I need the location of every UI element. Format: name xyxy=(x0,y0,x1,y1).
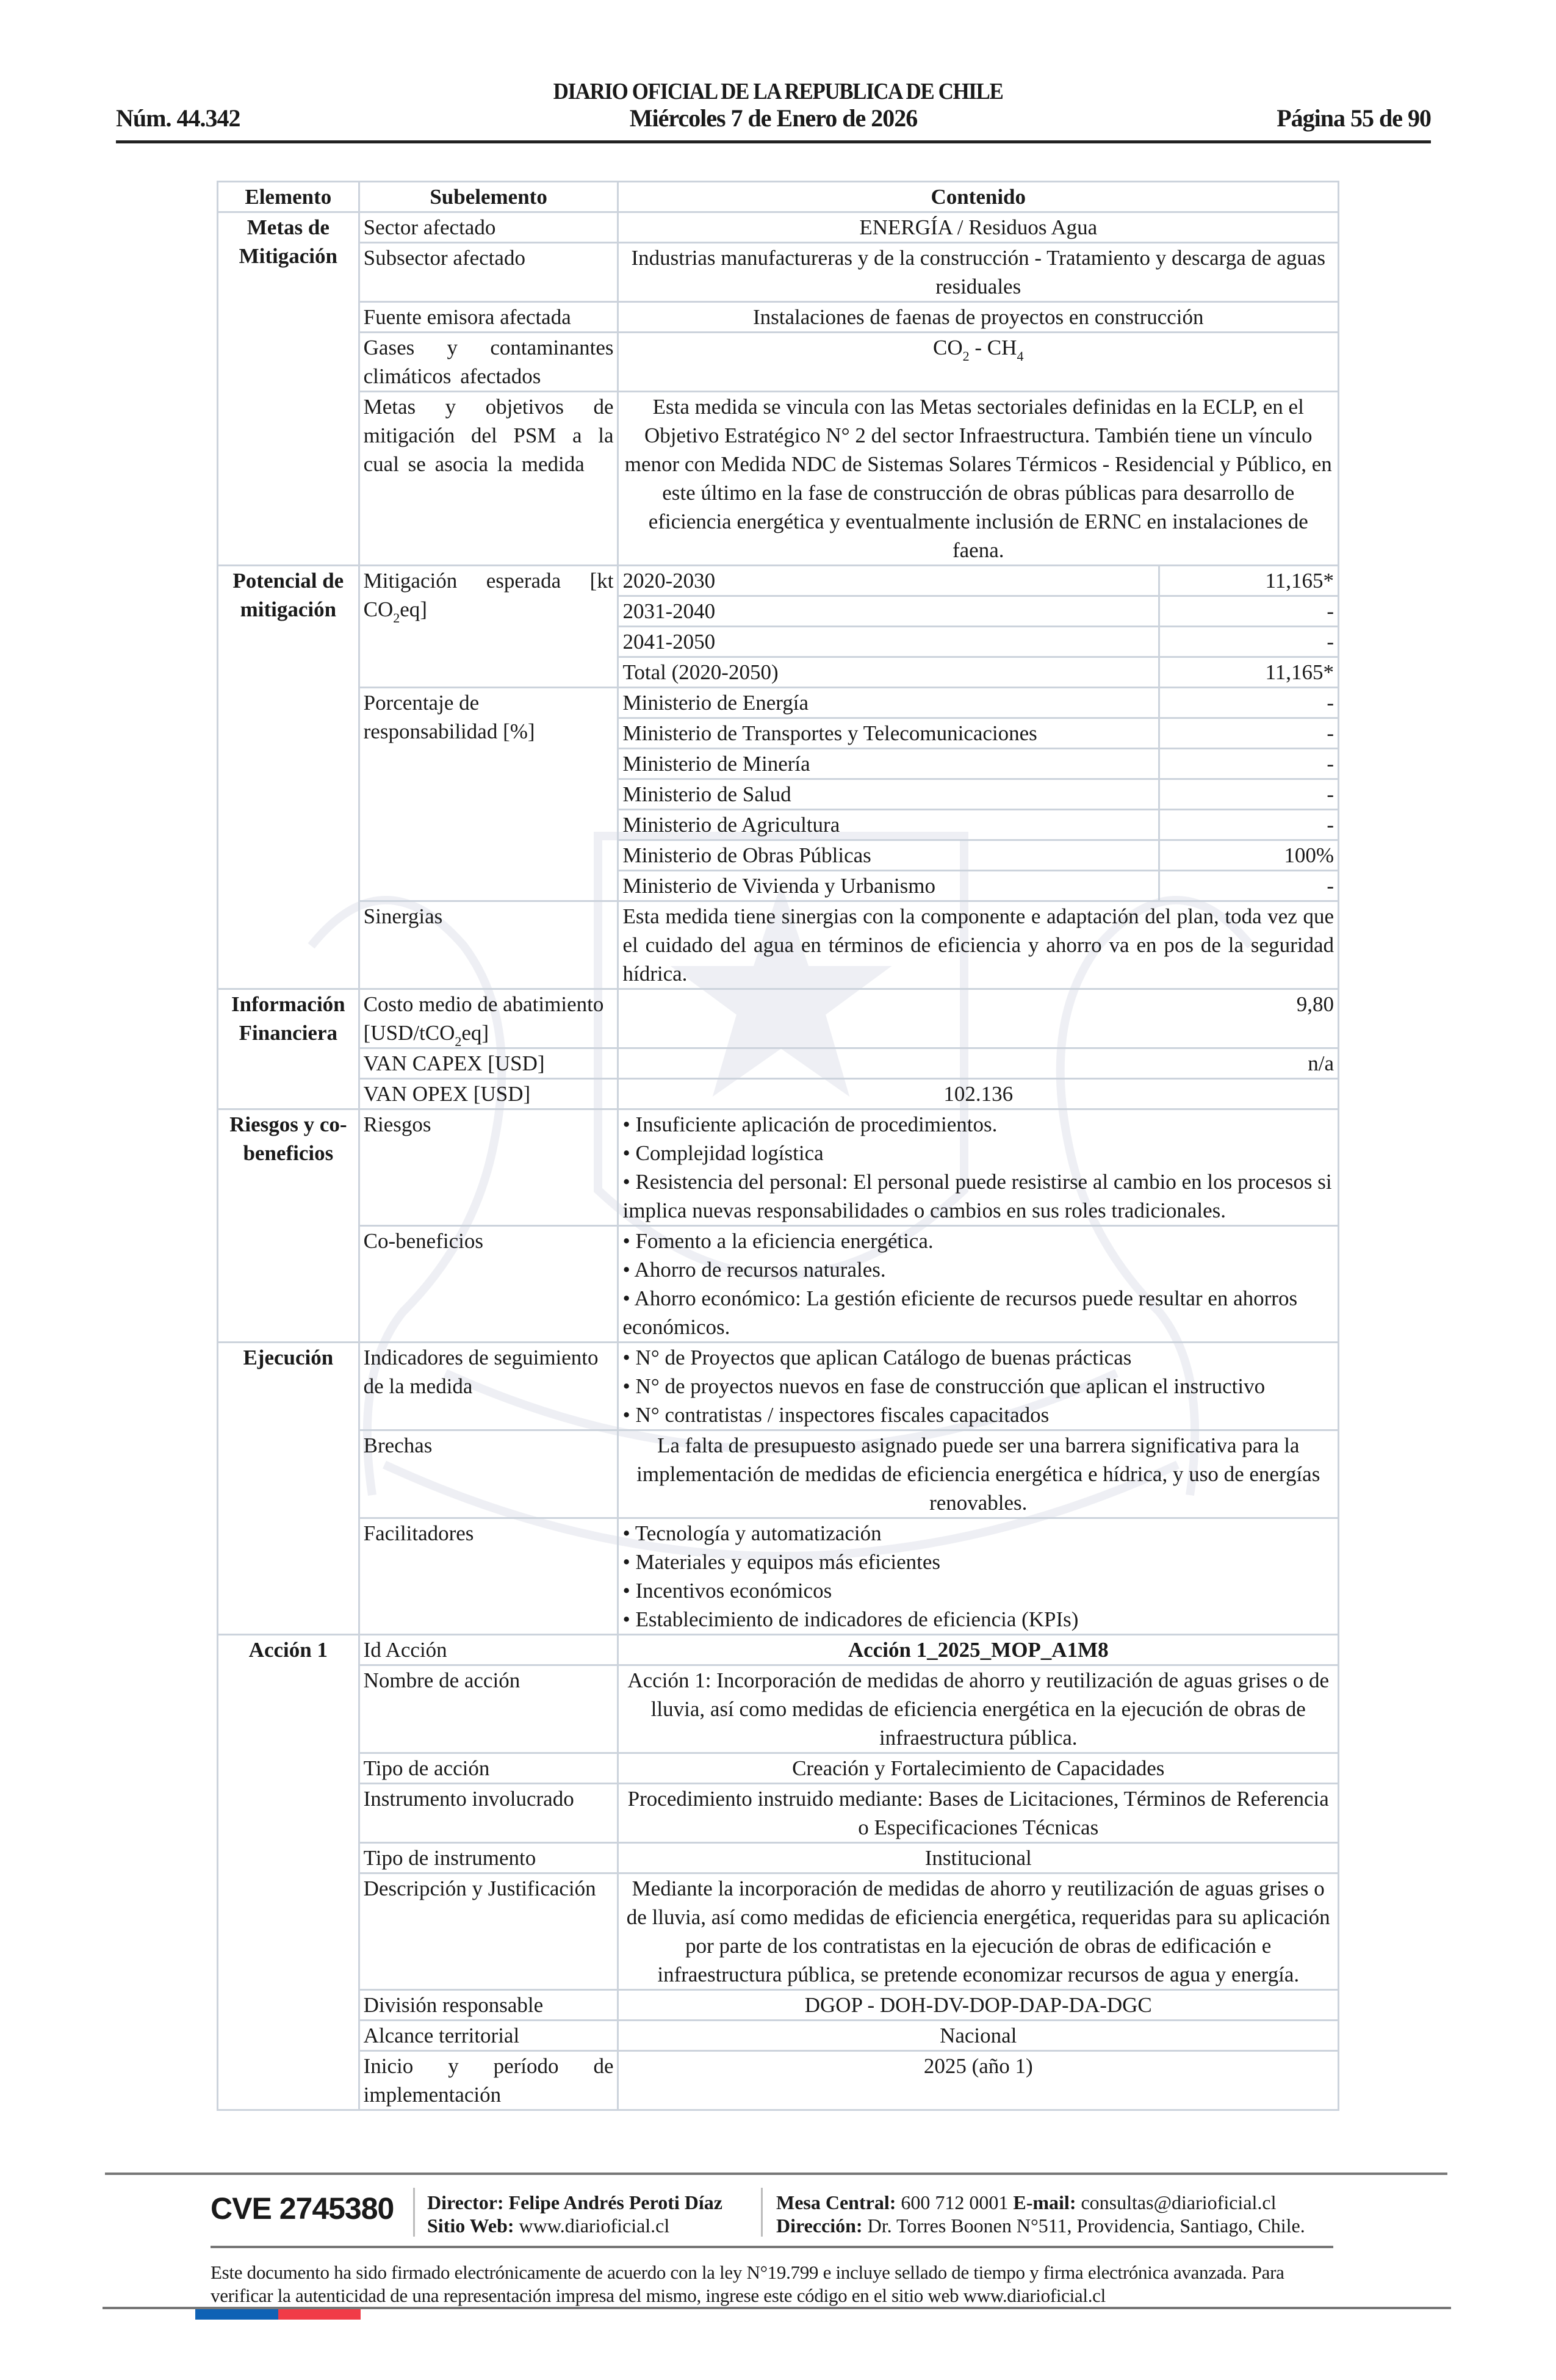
period-value: 11,165* xyxy=(1159,657,1338,688)
list-item: • Fomento a la eficiencia energética. xyxy=(622,1229,934,1253)
legal-notice: Este documento ha sido firmado electrónicamente de acuerdo con la ley N°19.799 e incluye sellado de tiempo y firma electrónica avanzada. Para verificar la autenticidad de una representación impresa del mismo, ingrese este código en el sitio web www.diarioficial.cl xyxy=(211,2262,1284,2306)
content-value: ENERGÍA / Residuos Agua xyxy=(618,212,1339,243)
ministry-value: - xyxy=(1159,688,1338,718)
element-ejecucion: Ejecución xyxy=(218,1343,359,1635)
table-row xyxy=(218,1635,1339,1665)
ministry-value: - xyxy=(1159,810,1338,840)
address: Dr. Torres Boonen N°511, Providencia, Santiago, Chile. xyxy=(867,2215,1305,2237)
subelement-label: Tipo de instrumento xyxy=(359,1843,618,1873)
list-item: • Ahorro económico: La gestión eficiente de recursos puede resultar en ahorros económicos. xyxy=(622,1286,1298,1339)
content-value: n/a xyxy=(618,1048,1339,1079)
subelement-label: Metas y objetivos de mitigación del PSM a la cual se asocia la medida xyxy=(359,392,618,566)
issue-number: Núm. 44.342 xyxy=(116,104,240,132)
subelement-label: División responsable xyxy=(359,1990,618,2021)
table-row xyxy=(218,2021,1339,2051)
action-id: Acción 1_2025_MOP_A1M8 xyxy=(618,1635,1339,1665)
element-accion: Acción 1 xyxy=(218,1635,359,2110)
table-row xyxy=(218,1990,1339,2021)
publication-title: DIARIO OFICIAL DE LA REPUBLICA DE CHILE xyxy=(553,79,1003,104)
content-value: Institucional xyxy=(618,1843,1339,1873)
ministry-name: Ministerio de Energía xyxy=(618,688,1159,718)
cve-code: CVE 2745380 xyxy=(211,2191,394,2226)
content-value: 9,80 xyxy=(618,989,1339,1048)
ministry-name: Ministerio de Salud xyxy=(618,779,1159,810)
footer-director-block: Director: Felipe Andrés Peroti Díaz Sitio Web: www.diarioficial.cl xyxy=(427,2191,722,2237)
bullet-list xyxy=(618,1343,1339,1430)
element-metas: Metas de Mitigación xyxy=(218,212,359,566)
page-number: Página 55 de 90 xyxy=(1277,104,1431,132)
email-link[interactable]: consultas@diarioficial.cl xyxy=(1081,2191,1277,2213)
list-item: • Incentivos económicos xyxy=(622,1579,832,1603)
subelement-label: Id Acción xyxy=(359,1635,618,1665)
period-value: - xyxy=(1159,596,1338,627)
list-item: • Insuficiente aplicación de procedimientos. xyxy=(622,1112,998,1136)
content-value: Acción 1: Incorporación de medidas de ahorro y reutilización de aguas grises o de lluvia, así como medidas de eficiencia energética en la ejecución de obras de infraestructura pública. xyxy=(618,1665,1339,1753)
director-name: Felipe Andrés Peroti Díaz xyxy=(508,2191,722,2213)
footer-divider-top xyxy=(105,2173,1447,2175)
measure-table xyxy=(217,181,1339,2111)
table-row xyxy=(218,1109,1339,1226)
table-row xyxy=(218,243,1339,302)
table-row xyxy=(218,2051,1339,2110)
subelement-mitigacion: Mitigación esperada [kt $CO_2eq$] xyxy=(359,566,618,688)
element-financiera: Información Financiera xyxy=(218,989,359,1109)
subelement-responsabilidad: Porcentaje de responsabilidad [%] xyxy=(359,688,618,901)
list-item: • Complejidad logística xyxy=(622,1141,824,1165)
footer-separator xyxy=(761,2188,763,2237)
subelement-label: VAN OPEX [USD] xyxy=(359,1079,618,1109)
subelement-label: Sinergias xyxy=(359,901,618,989)
element-riesgos: Riesgos y co-beneficios xyxy=(218,1109,359,1343)
table-row xyxy=(218,1753,1339,1784)
table-row xyxy=(218,1430,1339,1518)
subelement-label: Subsector afectado xyxy=(359,243,618,302)
subelement-label: Descripción y Justificación xyxy=(359,1873,618,1990)
gases-value: $CO_2 - CH_4$ xyxy=(618,333,1339,392)
list-item: • Establecimiento de indicadores de eficiencia (KPIs) xyxy=(622,1607,1079,1631)
period-label: 2041-2050 xyxy=(618,627,1159,657)
ministry-name: Ministerio de Obras Públicas xyxy=(618,840,1159,871)
table-header-row xyxy=(218,182,1339,212)
table-row xyxy=(218,1843,1339,1873)
ministry-name: Ministerio de Transportes y Telecomunicaciones xyxy=(618,718,1159,749)
period-label: 2031-2040 xyxy=(618,596,1159,627)
subelement-label: Riesgos xyxy=(359,1109,618,1226)
ministry-value: 100% xyxy=(1159,840,1338,871)
table-row xyxy=(218,1873,1339,1990)
subelement-label: Alcance territorial xyxy=(359,2021,618,2051)
ministry-name: Ministerio de Vivienda y Urbanismo xyxy=(618,871,1159,901)
list-item: • N° de proyectos nuevos en fase de construcción que aplican el instructivo xyxy=(622,1374,1266,1398)
ministry-name: Ministerio de Agricultura xyxy=(618,810,1159,840)
subelement-label: Tipo de acción xyxy=(359,1753,618,1784)
ministry-name: Ministerio de Minería xyxy=(618,749,1159,779)
table-row xyxy=(218,212,1339,243)
subelement-label: VAN CAPEX [USD] xyxy=(359,1048,618,1079)
flag-stripe-red xyxy=(278,2309,361,2320)
table-row xyxy=(218,566,1339,596)
table-row xyxy=(218,1518,1339,1635)
period-value: 11,165* xyxy=(1159,566,1338,596)
list-item: • Tecnología y automatización xyxy=(622,1521,882,1545)
table-row xyxy=(218,1226,1339,1343)
table-row xyxy=(218,333,1339,392)
bullet-list xyxy=(618,1109,1339,1226)
content-value: Nacional xyxy=(618,2021,1339,2051)
subelement-label: Indicadores de seguimiento de la medida xyxy=(359,1343,618,1430)
content-value: Esta medida se vincula con las Metas sectoriales definidas en la ECLP, en el Objetivo Estratégico N° 2 del sector Infraestructura. También tiene un vínculo menor con Medida NDC de Sistemas Solares Térmicos - Residencial y Público, en este último en la fase de construcción de obras públicas para desarrollo de eficiencia energética y eventualmente inclusión de ERNC en instalaciones de faena. xyxy=(618,392,1339,566)
list-item: • Ahorro de recursos naturales. xyxy=(622,1258,886,1282)
list-item: • Materiales y equipos más eficientes xyxy=(622,1550,941,1574)
table-row xyxy=(218,1665,1339,1753)
flag-stripe-blue xyxy=(195,2309,278,2320)
period-label: 2020-2030 xyxy=(618,566,1159,596)
table-row xyxy=(218,1079,1339,1109)
table-row xyxy=(218,392,1339,566)
subelement-label: Nombre de acción xyxy=(359,1665,618,1753)
content-value: La falta de presupuesto asignado puede ser una barrera significativa para la implementación de medidas de eficiencia energética e hídrica, y uso de energías renovables. xyxy=(618,1430,1339,1518)
table-row xyxy=(218,901,1339,989)
table-row xyxy=(218,688,1339,718)
content-value: Esta medida tiene sinergias con la componente e adaptación del plan, toda vez que el cuidado del agua en términos de eficiencia y ahorro va en pos de la seguridad hídrica. xyxy=(618,901,1339,989)
issue-date: Miércoles 7 de Enero de 2026 xyxy=(629,104,918,132)
subelement-label: Gases y contaminantes climáticos afectados xyxy=(359,333,618,392)
content-value: 2025 (año 1) xyxy=(618,2051,1339,2110)
period-value: - xyxy=(1159,627,1338,657)
header-row xyxy=(116,104,1431,135)
ministry-value: - xyxy=(1159,749,1338,779)
website-link[interactable]: www.diarioficial.cl xyxy=(519,2215,670,2237)
column-header-elemento: Elemento xyxy=(218,182,359,212)
table-row xyxy=(218,302,1339,333)
ministry-value: - xyxy=(1159,779,1338,810)
footer-contact-block: Mesa Central: 600 712 0001 E-mail: consultas@diarioficial.cl Dirección: Dr. Torres Boonen N°511, Providencia, Santiago, Chile. xyxy=(776,2191,1305,2237)
content-value: Creación y Fortalecimiento de Capacidades xyxy=(618,1753,1339,1784)
content-value: DGOP - DOH-DV-DOP-DAP-DA-DGC xyxy=(618,1990,1339,2021)
bullet-list xyxy=(618,1518,1339,1635)
subelement-label: Sector afectado xyxy=(359,212,618,243)
subelement-label: Inicio y período de implementación xyxy=(359,2051,618,2110)
phone-number: 600 712 0001 xyxy=(901,2191,1009,2213)
content-value: Mediante la incorporación de medidas de ahorro y reutilización de aguas grises o de lluvia, así como medidas de eficiencia energética, requeridas para su aplicación por parte de los contratistas en la ejecución de obras de edificación e infraestructura pública, se pretende economizar recursos de agua y energía. xyxy=(618,1873,1339,1990)
list-item: • N° de Proyectos que aplican Catálogo de buenas prácticas xyxy=(622,1346,1132,1369)
content-value: Industrias manufactureras y de la construcción - Tratamiento y descarga de aguas residuales xyxy=(618,243,1339,302)
table-row xyxy=(218,1784,1339,1843)
table-row xyxy=(218,989,1339,1048)
content-value: 102.136 xyxy=(618,1079,1339,1109)
ministry-value: - xyxy=(1159,718,1338,749)
content-value: Instalaciones de faenas de proyectos en construcción xyxy=(618,302,1339,333)
bullet-list xyxy=(618,1226,1339,1343)
column-header-subelemento: Subelemento xyxy=(359,182,618,212)
subelement-label: Fuente emisora afectada xyxy=(359,302,618,333)
column-header-contenido: Contenido xyxy=(618,182,1339,212)
ministry-value: - xyxy=(1159,871,1338,901)
list-item: • Resistencia del personal: El personal puede resistirse al cambio en los procesos si implica nuevas responsabilidades o cambios en sus roles tradicionales. xyxy=(622,1170,1332,1222)
table-row xyxy=(218,1048,1339,1079)
footer-divider-middle xyxy=(211,2246,1333,2248)
element-potencial: Potencial de mitigación xyxy=(218,566,359,989)
subelement-label: Facilitadores xyxy=(359,1518,618,1635)
table-row xyxy=(218,1343,1339,1430)
period-label: Total (2020-2050) xyxy=(618,657,1159,688)
subelement-label: Instrumento involucrado xyxy=(359,1784,618,1843)
header-divider xyxy=(116,140,1431,143)
subelement-label: Brechas xyxy=(359,1430,618,1518)
subelement-label: Co-beneficios xyxy=(359,1226,618,1343)
footer-separator xyxy=(413,2188,415,2237)
subelement-costo: Costo medio de abatimiento [USD/tCO$_2$eq] xyxy=(359,989,618,1048)
list-item: • N° contratistas / inspectores fiscales capacitados xyxy=(622,1403,1050,1427)
content-value: Procedimiento instruido mediante: Bases de Licitaciones, Términos de Referencia o Especificaciones Técnicas xyxy=(618,1784,1339,1843)
